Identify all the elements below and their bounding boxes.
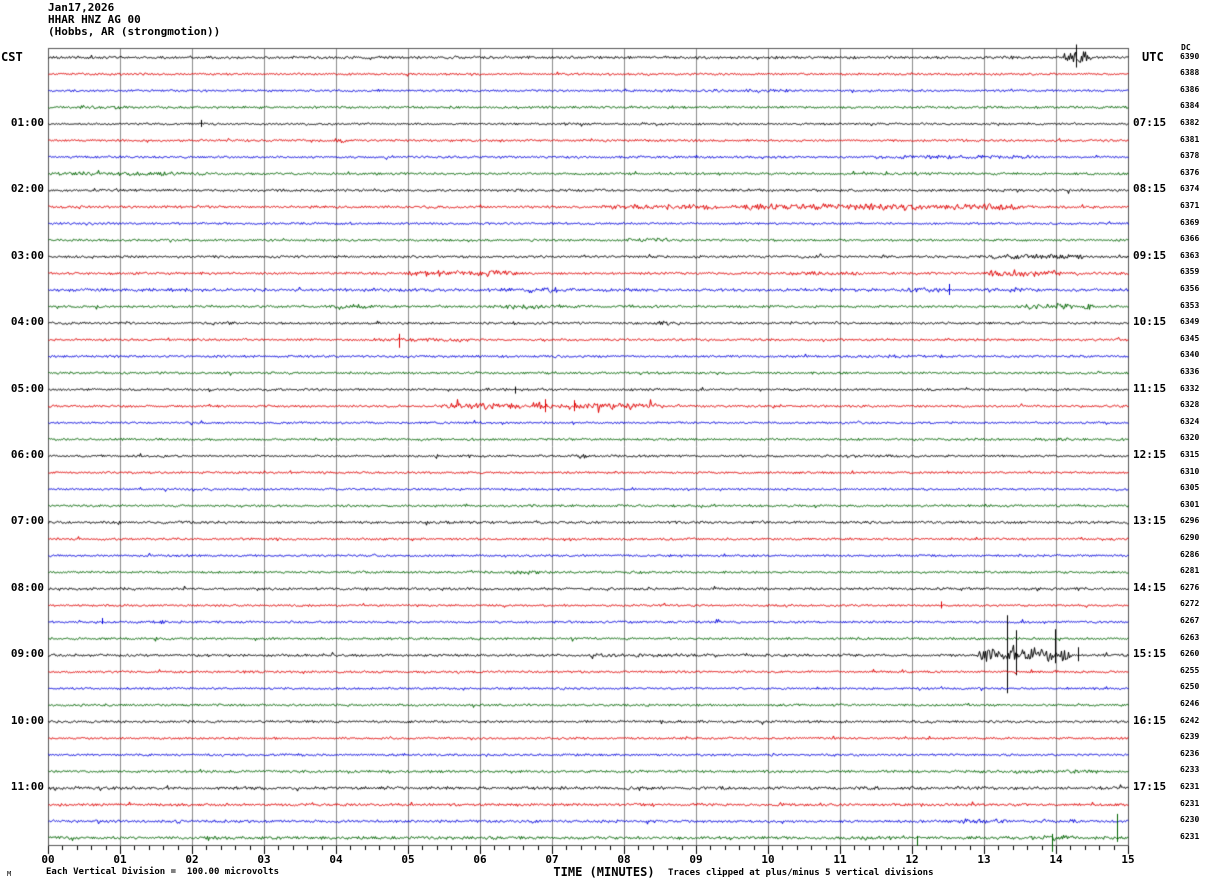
hour-label-cst: 06:00 bbox=[10, 448, 44, 461]
trace-number: 6345 bbox=[1180, 333, 1200, 343]
x-axis-tick-label: 13 bbox=[977, 853, 991, 866]
trace-number: 6386 bbox=[1180, 84, 1200, 94]
trace-number: 6349 bbox=[1180, 317, 1200, 327]
trace-number: 6328 bbox=[1180, 400, 1200, 410]
hour-label-utc: 09:15 bbox=[1133, 248, 1167, 262]
trace-number: 6320 bbox=[1180, 433, 1200, 443]
trace-number: 6340 bbox=[1180, 350, 1200, 360]
station-location: (Hobbs, AR (strongmotion)) bbox=[48, 25, 221, 38]
x-axis-tick-label: 02 bbox=[185, 853, 199, 866]
trace-number: 6246 bbox=[1180, 699, 1200, 709]
trace-number: 6286 bbox=[1180, 549, 1200, 559]
trace-number: 6315 bbox=[1180, 450, 1200, 459]
trace-number: 6231 bbox=[1180, 831, 1200, 841]
x-axis-tick-label: 00 bbox=[41, 853, 55, 866]
trace-number: 6363 bbox=[1180, 250, 1200, 260]
hour-label-utc: 13:15 bbox=[1133, 514, 1167, 528]
trace-number: 6290 bbox=[1180, 533, 1200, 543]
trace-number: 6382 bbox=[1180, 117, 1200, 127]
x-axis-tick-label: 04 bbox=[329, 853, 343, 866]
x-axis-tick-label: 06 bbox=[473, 853, 487, 866]
x-axis-tick-label: 12 bbox=[905, 853, 919, 866]
trace-number: 6230 bbox=[1180, 815, 1200, 825]
hour-label-cst: 02:00 bbox=[10, 182, 44, 196]
x-axis-tick-label: 08 bbox=[617, 853, 631, 866]
trace-number: 6353 bbox=[1180, 300, 1200, 310]
x-axis-tick-label: 14 bbox=[1049, 853, 1063, 866]
trace-number: 6376 bbox=[1180, 167, 1200, 177]
trace-number: 6388 bbox=[1180, 68, 1200, 78]
hour-label-cst: 03:00 bbox=[10, 248, 44, 262]
trace-number: 6366 bbox=[1180, 234, 1200, 244]
hour-label-cst: 08:00 bbox=[10, 580, 44, 594]
x-axis-tick-label: 07 bbox=[545, 853, 559, 866]
corner-mark: M bbox=[7, 870, 12, 878]
x-axis-tick-label: 15 bbox=[1121, 853, 1135, 866]
x-axis-tick-label: 11 bbox=[833, 853, 847, 866]
trace-number: 6369 bbox=[1180, 217, 1200, 227]
hour-label-cst: 10:00 bbox=[10, 713, 44, 727]
trace-number: 6332 bbox=[1180, 383, 1200, 393]
hour-label-utc: 14:15 bbox=[1133, 580, 1167, 594]
trace-number: 6371 bbox=[1180, 200, 1200, 210]
trace-number: 6250 bbox=[1180, 682, 1200, 692]
trace-number: 6310 bbox=[1180, 466, 1200, 476]
left-timezone-label: CST bbox=[1, 50, 23, 64]
trace-number: 6390 bbox=[1180, 51, 1200, 61]
hour-label-cst: 05:00 bbox=[10, 381, 44, 395]
trace-number: 6239 bbox=[1180, 732, 1200, 742]
trace-number: 6301 bbox=[1180, 499, 1200, 509]
x-axis-tick-label: 01 bbox=[113, 853, 127, 866]
trace-number: 6231 bbox=[1180, 782, 1200, 792]
right-timezone-label: UTC bbox=[1142, 50, 1164, 64]
trace-number: 6242 bbox=[1180, 715, 1200, 725]
trace-number: 6267 bbox=[1180, 616, 1200, 626]
trace-number: 6231 bbox=[1180, 798, 1200, 808]
hour-label-utc: 16:15 bbox=[1133, 713, 1167, 727]
plot-date: Jan17,2026 bbox=[48, 1, 115, 14]
hour-label-cst: 01:00 bbox=[10, 115, 44, 129]
trace-number: 6263 bbox=[1180, 632, 1200, 642]
trace-number: 6281 bbox=[1180, 566, 1200, 576]
trace-number: 6356 bbox=[1180, 283, 1200, 293]
trace-number: 6296 bbox=[1180, 516, 1200, 526]
trace-number: 6374 bbox=[1180, 184, 1200, 194]
hour-label-utc: 10:15 bbox=[1133, 315, 1167, 329]
hour-label-cst: 07:00 bbox=[10, 514, 44, 528]
hour-label-utc: 12:15 bbox=[1133, 448, 1167, 461]
trace-number: 6324 bbox=[1180, 416, 1200, 426]
trace-number: 6236 bbox=[1180, 748, 1200, 758]
trace-number: 6359 bbox=[1180, 267, 1200, 277]
trace-number: 6384 bbox=[1180, 101, 1200, 111]
trace-number: 6260 bbox=[1180, 649, 1200, 659]
x-axis-tick-label: 09 bbox=[689, 853, 703, 866]
trace-number: 6336 bbox=[1180, 366, 1200, 376]
hour-label-utc: 17:15 bbox=[1133, 780, 1167, 794]
trace-number: 6233 bbox=[1180, 765, 1200, 775]
hour-label-cst: 04:00 bbox=[10, 315, 44, 329]
hour-label-cst: 11:00 bbox=[10, 780, 44, 794]
scale-note: Each Vertical Division = 100.00 microvolts bbox=[46, 867, 279, 877]
trace-number: 6305 bbox=[1180, 483, 1200, 493]
x-axis-tick-label: 05 bbox=[401, 853, 415, 866]
x-axis-tick-label: 10 bbox=[761, 853, 775, 866]
hour-label-utc: 11:15 bbox=[1133, 381, 1167, 395]
hour-label-utc: 08:15 bbox=[1133, 182, 1167, 196]
trace-number: 6255 bbox=[1180, 665, 1200, 675]
trace-number: 6276 bbox=[1180, 582, 1200, 592]
trace-number: 6381 bbox=[1180, 134, 1200, 144]
x-axis-tick-label: 03 bbox=[257, 853, 271, 866]
dc-label: DC bbox=[1181, 43, 1191, 52]
x-axis-title: TIME (MINUTES) bbox=[553, 865, 655, 879]
trace-number: 6272 bbox=[1180, 599, 1200, 609]
trace-number: 6378 bbox=[1180, 151, 1200, 161]
hour-label-cst: 09:00 bbox=[10, 647, 44, 661]
station-code: HHAR HNZ AG 00 bbox=[48, 13, 141, 26]
clip-note: Traces clipped at plus/minus 5 vertical divisions bbox=[668, 868, 934, 878]
hour-label-utc: 07:15 bbox=[1133, 115, 1167, 129]
hour-label-utc: 15:15 bbox=[1133, 647, 1167, 661]
